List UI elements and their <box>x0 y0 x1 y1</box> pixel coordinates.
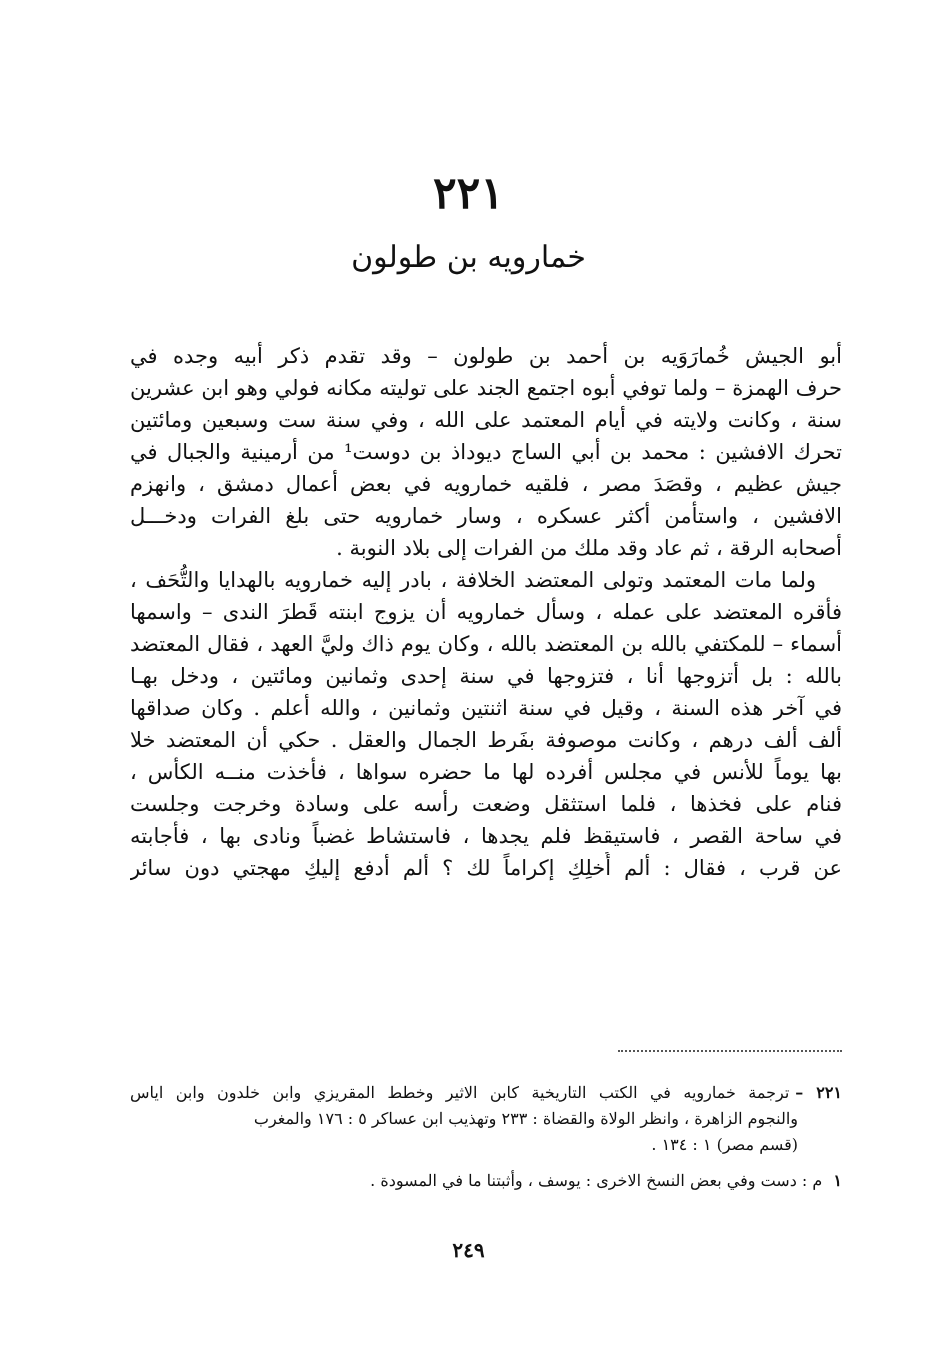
footnote-note-number: ١ <box>833 1171 842 1190</box>
footnote-main-number: ٢٢١ – <box>795 1083 842 1102</box>
body-line: أبو الجيش خُمارَوَيه بن أحمد بن طولون – وقد تقدم ذكر أبيه وجده في <box>130 344 842 368</box>
footnote-main-line <box>130 1080 842 1106</box>
body-line: فنام على فخذها ، فلما استثقل وضعت رأسه على وسادة وخرجت وجلست <box>130 792 842 816</box>
footnote-note-line <box>130 1168 842 1194</box>
body-text <box>130 340 842 884</box>
body-line: عن قرب ، فقال : ألم أُخلِكِ إكراماً لك ؟ ألم أدفع إليكِ مهجتي دون سائر <box>130 856 842 880</box>
footnote-main-line: والنجوم الزاهرة ، وانظر الولاة والقضاة : ٢٣٣ وتهذيب ابن عساكر ٥ : ١٧٦ والمغرب <box>253 1109 798 1128</box>
body-line: بالله : بل أتزوجها أنا ، فتزوجها في سنة إحدى وثمانين ومائتين ، ودخل بهـا <box>130 664 842 688</box>
body-line: في ساحة القصر ، فاستيقظ فلم يجدها ، فاستشاط غضباً ونادى بها ، فأجابته <box>130 824 842 848</box>
body-line: سنة ، وكانت ولايته في أيام المعتمد على الله ، وفي سنة ست وسبعين ومائتين <box>130 408 842 432</box>
body-line: ولما مات المعتمد وتولى المعتضد الخلافة ، بادر إليه خمارويه بالهدايا والتُّحَف ، <box>130 568 816 592</box>
body-line: تحرك الافشين : محمد بن أبي الساج ديوداذ بن دوست¹ من أرمينية والجبال في <box>130 440 842 464</box>
footnotes <box>130 1080 842 1194</box>
footnote-main-text: ترجمة خمارويه في الكتب التاريخية كابن الاثير وخطط المقريزي وابن خلدون وابن اياس <box>130 1083 790 1102</box>
body-line: أسماء – للمكتفي بالله بن المعتضد بالله ، وكان يوم ذاك وليَّ العهد ، فقال المعتضد <box>130 632 842 656</box>
body-line: ألف ألف درهم ، وكانت موصوفة بفَرط الجمال والعقل . حكي أن المعتضد خلا <box>130 728 842 752</box>
page-number: ٢٤٩ <box>452 1238 485 1262</box>
footnote-separator <box>618 1050 842 1052</box>
footnote-note-text: م : دست وفي بعض النسخ الاخرى : يوسف ، وأثبتنا ما في المسودة . <box>370 1171 823 1190</box>
footnote-main-line: (قسم مصر) ١ : ١٣٤ . <box>651 1135 798 1154</box>
entry-number: ٢٢١ <box>433 168 504 219</box>
body-line: أصحابه الرقة ، ثم عاد وقد ملك من الفرات إلى بلاد النوبة . <box>336 536 842 560</box>
body-line: في آخر هذه السنة ، وقيل في سنة اثنتين وثمانين ، والله أعلم . وكان صداقها <box>130 696 842 720</box>
body-line: بها يوماً للأنس في مجلس أفرده لها ما حضره سواها ، فأخذت منــه الكأس ، <box>130 760 842 784</box>
entry-title: خمارويه بن طولون <box>351 240 586 275</box>
body-line: حرف الهمزة – ولما توفي أبوه اجتمع الجند على توليته مكانه فولي وهو ابن عشرين <box>130 376 842 400</box>
body-line: جيش عظيم ، وقصَدَ مصر ، فلقيه خمارويه في بعض أعمال دمشق ، وانهزم <box>130 472 842 496</box>
body-line: فأقره المعتضد على عمله ، وسأل خمارويه أن يزوج ابنته قَطرَ الندى – واسمها <box>130 600 842 624</box>
body-line: الافشين ، واستأمن أكثر عسكره ، وسار خمارويه حتى بلغ الفرات ودخـــل <box>130 504 842 528</box>
